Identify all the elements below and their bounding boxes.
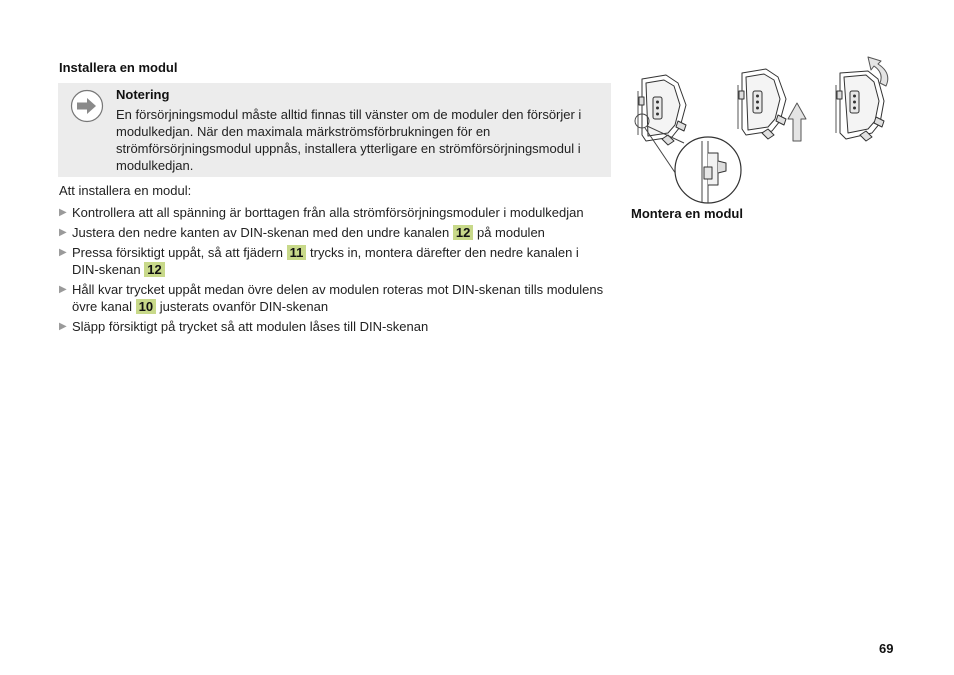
- note-box: [58, 83, 611, 177]
- step-item: [59, 224, 607, 241]
- note-text: En försörjningsmodul måste alltid finnas till vänster om de moduler den försörjer i modulkedjan. När den maximala märkströmsförbrukningen för en strömförsörjningsmodul uppnås, installera ytterligare en strömförsörjningsmodul i modulkedjan.: [116, 107, 582, 173]
- triangle-bullet-icon: ▶: [59, 207, 67, 218]
- triangle-bullet-icon: ▶: [59, 321, 67, 332]
- zoom-detail-circle: [675, 137, 741, 203]
- module-mounting-illustration: [628, 55, 903, 207]
- intro-text: Att installera en modul:: [59, 183, 192, 198]
- triangle-bullet-icon: ▶: [59, 227, 67, 238]
- module-drawing-2: [738, 69, 786, 139]
- step-text: Justera den nedre kanten av DIN-skenan med den undre kanalen: [72, 225, 450, 240]
- step-text: Släpp försiktigt på trycket så att modulen låses till DIN-skenan: [72, 319, 429, 334]
- step-text: på modulen: [476, 225, 545, 240]
- reference-badge: 12: [144, 262, 164, 277]
- module-drawing-3: [836, 71, 884, 141]
- triangle-bullet-icon: ▶: [59, 284, 67, 295]
- step-text: Håll kvar trycket uppåt medan övre delen av modulen roteras mot DIN-skenan tills modulens övre kanal: [72, 282, 604, 314]
- section-title: Installera en modul: [59, 60, 178, 75]
- step-item: [59, 318, 607, 335]
- reference-badge: 10: [136, 299, 156, 314]
- reference-badge: 12: [453, 225, 473, 240]
- note-heading: Notering: [116, 87, 170, 102]
- step-text: justerats ovanför DIN-skenan: [159, 299, 329, 314]
- reference-badge: 11: [287, 245, 307, 260]
- arrow-right-icon: [70, 89, 104, 123]
- triangle-bullet-icon: ▶: [59, 247, 67, 258]
- step-item: [59, 204, 607, 221]
- step-text: Kontrollera att all spänning är borttagen från alla strömförsörjningsmoduler i modulkedjan: [72, 205, 584, 220]
- arrow-up-icon: [788, 103, 806, 141]
- step-item: [59, 244, 607, 278]
- step-text: trycks in, montera därefter den nedre kanalen i DIN-skenan: [72, 245, 579, 277]
- page-number: 69: [879, 641, 894, 656]
- figure-caption: Montera en modul: [631, 206, 743, 221]
- step-item: [59, 281, 607, 315]
- step-text: Pressa försiktigt uppåt, så att fjädern: [72, 245, 283, 260]
- step-list: [59, 204, 607, 338]
